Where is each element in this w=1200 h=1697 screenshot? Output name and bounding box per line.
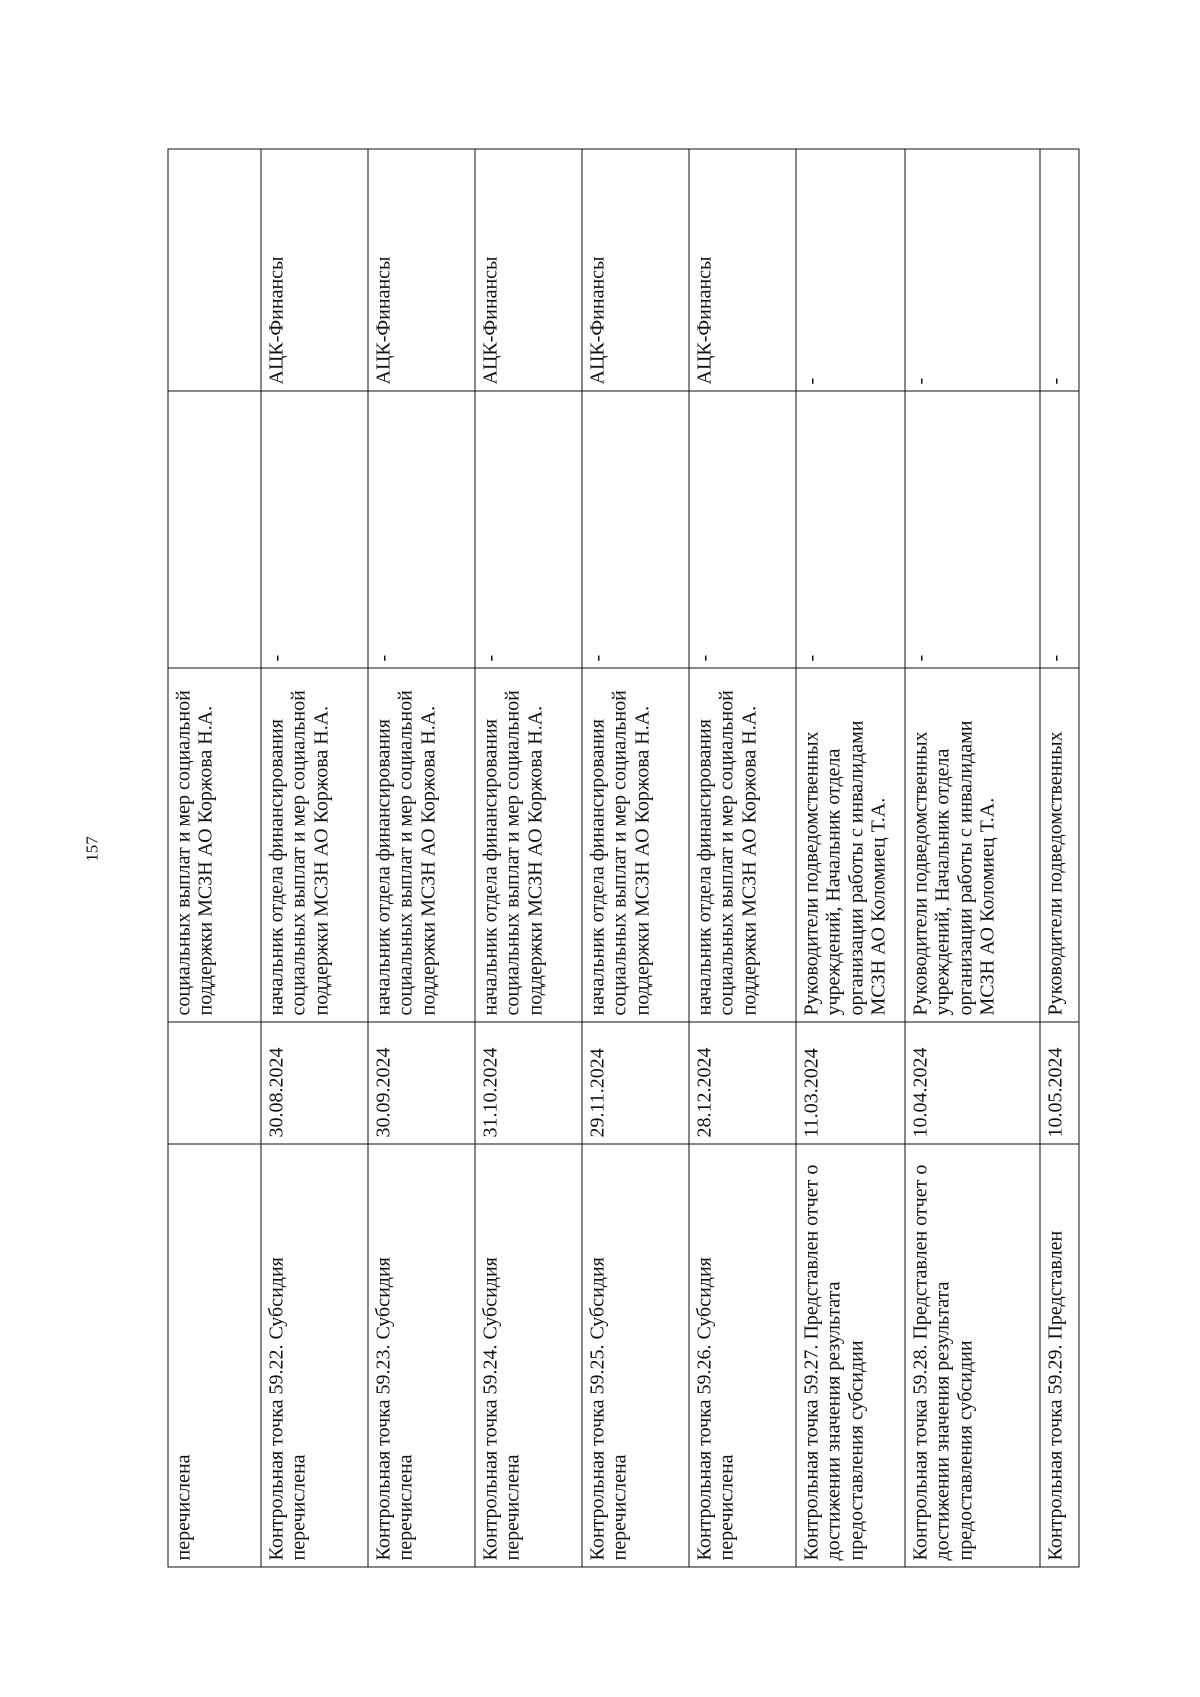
responsible-cell: начальник отдела финансирования социальных выплат и мер социальной поддержки МСЗН АО Коржова Н.А. xyxy=(368,668,475,1022)
responsible-cell: Руководители подведомственных учреждений, Начальник отдела организации работы с инвалидами МСЗН АО Коломиец Т.А. xyxy=(905,668,1040,1022)
responsible-cell: начальник отдела финансирования социальных выплат и мер социальной поддержки МСЗН АО Коржова Н.А. xyxy=(475,668,582,1022)
table-row xyxy=(261,149,368,1567)
responsible-cell: начальник отдела финансирования социальных выплат и мер социальной поддержки МСЗН АО Коржова Н.А. xyxy=(689,668,796,1022)
document-cell: - xyxy=(582,391,689,668)
control-point-cell: перечислена xyxy=(168,1144,261,1567)
document-cell: - xyxy=(1040,391,1079,668)
control-point-cell: Контрольная точка 59.23. Субсидия перечислена xyxy=(368,1144,475,1567)
system-cell: - xyxy=(1040,149,1079,391)
document-cell xyxy=(168,391,261,668)
date-cell: 29.11.2024 xyxy=(582,1022,689,1144)
responsible-cell: Руководители подведомственных xyxy=(1040,668,1079,1022)
date-cell xyxy=(168,1022,261,1144)
table-row xyxy=(368,149,475,1567)
system-cell: АЦК-Финансы xyxy=(582,149,689,391)
table-row xyxy=(689,149,796,1567)
page-number: 157 xyxy=(82,835,101,862)
control-point-cell: Контрольная точка 59.26. Субсидия перечислена xyxy=(689,1144,796,1567)
table-row xyxy=(905,149,1040,1567)
document-cell: - xyxy=(368,391,475,668)
control-point-cell: Контрольная точка 59.29. Представлен xyxy=(1040,1144,1079,1567)
system-cell: АЦК-Финансы xyxy=(261,149,368,391)
system-cell: АЦК-Финансы xyxy=(475,149,582,391)
responsible-cell: начальник отдела финансирования социальных выплат и мер социальной поддержки МСЗН АО Коржова Н.А. xyxy=(582,668,689,1022)
date-cell: 11.03.2024 xyxy=(796,1022,905,1144)
system-cell: АЦК-Финансы xyxy=(368,149,475,391)
control-point-cell: Контрольная точка 59.25. Субсидия перечислена xyxy=(582,1144,689,1567)
date-cell: 10.04.2024 xyxy=(905,1022,1040,1144)
date-cell: 30.08.2024 xyxy=(261,1022,368,1144)
date-cell: 28.12.2024 xyxy=(689,1022,796,1144)
control-point-cell: Контрольная точка 59.28. Представлен отчет о достижении значения результата предоставления субсидии xyxy=(905,1144,1040,1567)
control-point-cell: Контрольная точка 59.22. Субсидия перечислена xyxy=(261,1144,368,1567)
control-point-cell: Контрольная точка 59.24. Субсидия перечислена xyxy=(475,1144,582,1567)
date-cell: 31.10.2024 xyxy=(475,1022,582,1144)
system-cell xyxy=(168,149,261,391)
responsible-cell: социальных выплат и мер социальной поддержки МСЗН АО Коржова Н.А. xyxy=(168,668,261,1022)
table-row xyxy=(475,149,582,1567)
document-cell: - xyxy=(905,391,1040,668)
document-cell: - xyxy=(475,391,582,668)
document-cell: - xyxy=(796,391,905,668)
table-row xyxy=(796,149,905,1567)
table-row xyxy=(168,149,261,1567)
responsible-cell: начальник отдела финансирования социальных выплат и мер социальной поддержки МСЗН АО Коржова Н.А. xyxy=(261,668,368,1022)
table-row xyxy=(1040,149,1079,1567)
table-row xyxy=(582,149,689,1567)
document-cell: - xyxy=(689,391,796,668)
system-cell: - xyxy=(905,149,1040,391)
system-cell: АЦК-Финансы xyxy=(689,149,796,391)
date-cell: 30.09.2024 xyxy=(368,1022,475,1144)
system-cell: - xyxy=(796,149,905,391)
document-cell: - xyxy=(261,391,368,668)
date-cell: 10.05.2024 xyxy=(1040,1022,1079,1144)
control-points-table xyxy=(167,148,1079,1567)
control-point-cell: Контрольная точка 59.27. Представлен отчет о достижении значения результата предоставления субсидии xyxy=(796,1144,905,1567)
responsible-cell: Руководители подведомственных учреждений, Начальник отдела организации работы с инвалидами МСЗН АО Коломиец Т.А. xyxy=(796,668,905,1022)
